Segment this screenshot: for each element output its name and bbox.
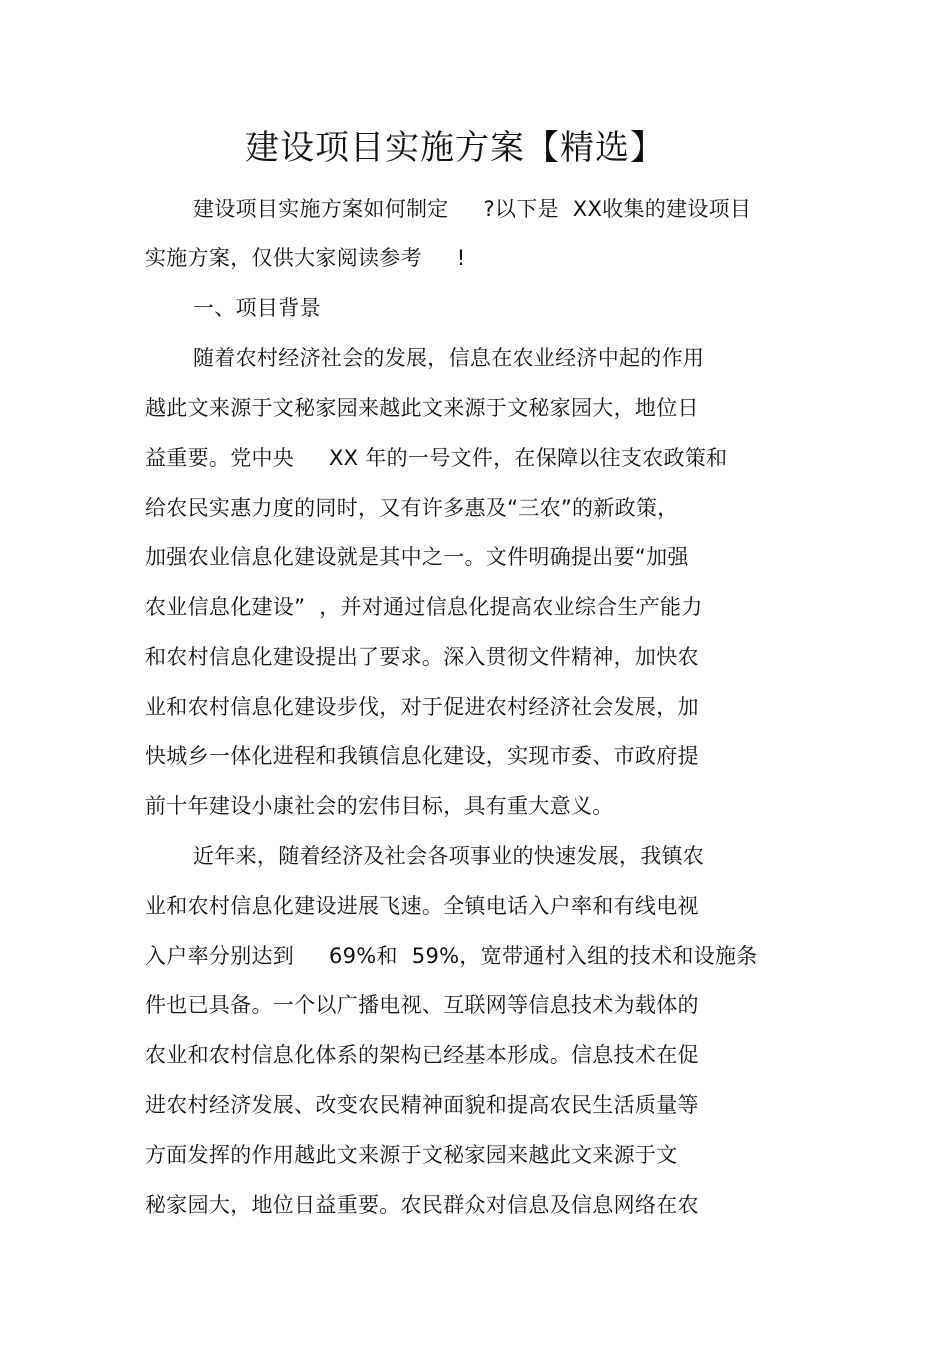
paragraph-line: 方面发挥的作用越此文来源于文秘家园来越此文来源于文: [145, 1143, 678, 1167]
paragraph-line: 业和农村信息化建设步伐，对于促进农村经济社会发展，加: [145, 695, 699, 719]
paragraph-line: 给农民实惠力度的同时，又有许多惠及“三农”的新政策，: [145, 496, 679, 520]
paragraph-line: 业和农村信息化建设进展飞速。全镇电话入户率和有线电视: [145, 894, 699, 918]
paragraph-line: 建设项目实施方案如何制定 ?以下是 XX收集的建设项目: [193, 197, 752, 221]
paragraph-line: 加强农业信息化建设就是其中之一。文件明确提出要“加强: [145, 545, 689, 569]
paragraph-line: 随着农村经济社会的发展，信息在农业经济中起的作用: [193, 346, 705, 370]
paragraph-line: 实施方案，仅供大家阅读参考 !: [145, 246, 466, 270]
paragraph-line: 秘家园大，地位日益重要。农民群众对信息及信息网络在农: [145, 1193, 699, 1217]
paragraph-line: 益重要。党中央 XX 年的一号文件，在保障以往支农政策和: [145, 446, 728, 470]
paragraph-line: 进农村经济发展、改变农民精神面貌和提高农民生活质量等: [145, 1093, 699, 1117]
paragraph-line: 前十年建设小康社会的宏伟目标，具有重大意义。: [145, 794, 614, 818]
paragraph-line: 快城乡一体化进程和我镇信息化建设，实现市委、市政府提: [145, 744, 699, 768]
paragraph-line: 近年来，随着经济及社会各项事业的快速发展，我镇农: [193, 844, 705, 868]
paragraph-line: 农业信息化建设” ，并对通过信息化提高农业综合生产能力: [145, 595, 703, 619]
document-title: 建设项目实施方案【精选】: [245, 128, 665, 168]
paragraph-line: 农业和农村信息化体系的架构已经基本形成。信息技术在促: [145, 1043, 699, 1067]
paragraph-line: 入户率分别达到 69%和 59%，宽带通村入组的技术和设施条: [145, 944, 758, 968]
paragraph-line: 件也已具备。一个以广播电视、互联网等信息技术为载体的: [145, 993, 699, 1017]
paragraph-line: 越此文来源于文秘家园来越此文来源于文秘家园大，地位日: [145, 396, 699, 420]
paragraph-line: 和农村信息化建设提出了要求。深入贯彻文件精神，加快农: [145, 645, 699, 669]
section-heading: 一、项目背景: [193, 296, 321, 320]
